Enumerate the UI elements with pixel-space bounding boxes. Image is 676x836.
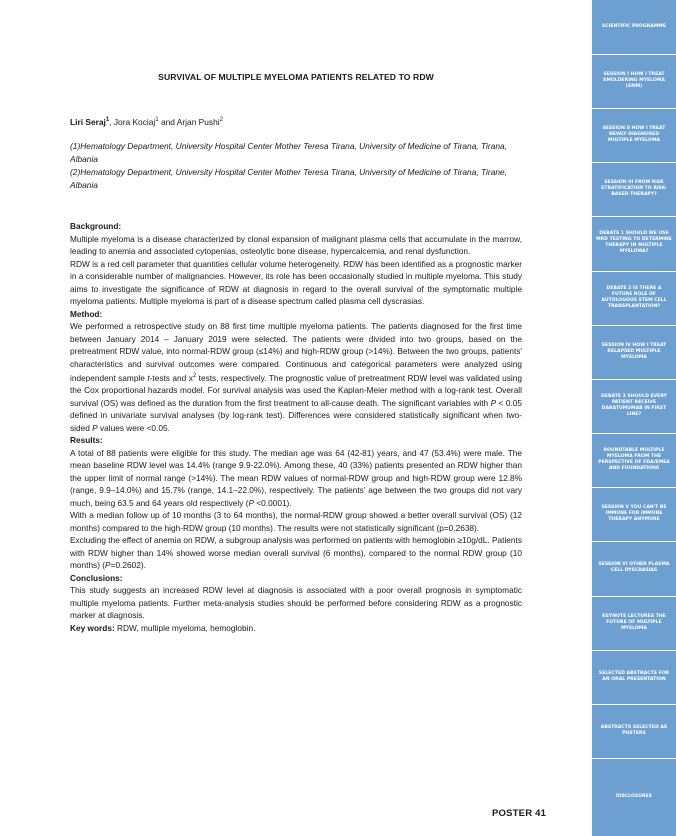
background-paragraph-2: RDW is a red cell parameter that quantities cellular volume heterogeneity. RDW has been identified as a prognostic marker in a considerable number of malignancies. However, its role has been occasionally studied in multiple myeloma. This study aims to investigate the significance of RDW at diagnosis in regard to the overall survival of the symptomatic multiple myeloma patients. Multiple myeloma is part of a disease spectrum called plasma cell dyscrasias. [70,258,522,306]
background-paragraph-1: Multiple myeloma is a disease characterized by clonal expansion of malignant plasma cells that accumulate in the marrow, leading to anemia and associated cytopenias, osteolytic bone disease, hypercalcemia, and renal dysfunction. [70,233,522,256]
sidebar-nav-item[interactable]: SCIENTIFIC PROGRAMME [602,24,666,29]
sidebar-divider [592,433,676,434]
results-paragraph-3: Excluding the effect of anemia on RDW, a subgroup analysis was performed on patients with hemoglobin ≥10g/dL. Patients with RDW higher than 14% showed worse median overall survival (6 months), compared to the normal RDW group (10 months) (P=0.2602). [70,535,522,571]
author-list: Liri Seraj$^1$, Jora Kociaj$^1$ and Arjan Pushi$^2$ [70,117,223,127]
keywords-text: RDW, multiple myeloma, hemoglobin. [114,622,256,633]
keywords-label: Key words: [70,622,115,633]
poster-number: POSTER 41 [492,808,547,819]
sidebar-nav-item[interactable]: ABSTRACTS SELECTED AS POSTERS [600,725,668,736]
affiliations [70,140,522,192]
sidebar-divider [592,704,676,705]
sidebar-nav-item[interactable]: DISCLOSURES [616,794,652,799]
sidebar-nav-item[interactable]: DEBATE 3 SHOULD EVERY PATIENT RECEIVE DARATUMUMAB IN FIRST LINE? [601,394,667,417]
author-name: Arjan Pushi$^2$ [176,117,223,127]
author-name: Jora Kociaj$^1$ [113,117,159,127]
conclusions-heading: Conclusions: [70,572,123,583]
sidebar-divider [592,596,676,597]
method-paragraph: We performed a retrospective study on 88 first time multiple myeloma patients. The patients diagnosed for the first time between January 2014 – January 2019 were selected. The patients were divided into two groups, based on the pretreatment RDW value, into normal-RDW group (≤14%) and high-RDW group (>14%). Between the two groups, patients' characteristics and survival outcomes were compared. Continuous and categorical parameters were analyzed using independent sample t-tests and $x^2$ tests, respectively. The prognostic value of pretreatment RDW level was validated using the Cox proportional hazards model. For survival analysis was used the Kaplan-Meier method with a log-rank test. Overall survival (OS) was defined as the duration from the first treatment to all-cause death. The significant variables with P < 0.05 defined in univariate survival analyses (by log-rank test). Differences were considered statistically significant when two-sided P values were <0.05. [70,321,522,433]
abstract-title: SURVIVAL OF MULTIPLE MYELOMA PATIENTS RELATED TO RDW [158,72,434,82]
sidebar-nav-item[interactable]: KEYNOTE LECTURES THE FUTURE OF MULTIPLE MYELOMA [602,614,666,631]
sidebar-nav-item[interactable]: ROUNDTABLE MULTIPLE MYELOMA FROM THE PERSPECTIVE OF FDA/EMEA AND FOUNDATIONS [598,448,670,471]
author-name: Liri Seraj$^1$ [70,117,110,127]
sidebar-divider [592,54,676,55]
results-paragraph-1: A total of 88 patients were eligible for this study. The median age was 64 (42-81) years, and 47 (53.4%) were male. The mean baseline RDW level was 14.4% (range 9.9-22.0%). Among these, 40 (33%) patients presented an RDW higher than the upper limit of normal range (>14%). The mean RDW values of normal-RDW group and high-RDW group were 12.8% (range, 9.9–14.0%) and 15.7% (range, 14.1–22.0%), respectively. The patients' age between the two groups did not vary much, being 63.5 and 64 years old respectively (P <0.0001). [70,447,522,508]
results-heading: Results: [70,435,103,446]
method-heading: Method: [70,308,103,319]
sidebar-divider [592,758,676,759]
results-paragraph-2: With a median follow up of 10 months (3 to 64 months), the normal-RDW group showed a better overall survival (OS) (12 months) compared to the high-RDW group (10 months). The results were not statistically significant (p=0.2638). [70,510,522,533]
affiliation-2: (2)Hematology Department, University Hospital Center Mother Teresa Tirana, University of Medicine of Tirana, Tirane, Albania [70,167,507,190]
abstract-body [70,220,522,634]
sidebar-divider [592,216,676,217]
sidebar-nav-item[interactable]: DEBATE 2 IS THERE A FUTURE ROLE OF AUTOLOGOUS STEM CELL TRANSPLANTATION? [601,286,667,309]
sidebar-nav-item[interactable]: SESSION I HOW I TREAT SMOLDERING MYELOMA (SMM) [603,72,665,89]
keywords [70,622,522,635]
conclusions-paragraph: This study suggests an increased RDW level at diagnosis is associated with a poor overall prognosis in symptomatic multiple myeloma patients. Further meta-analysis studies should be performed before considering RDW as a prognostic marker at diagnosis. [70,585,522,621]
sidebar-nav-item[interactable]: SESSION III FROM RISK STRATIFICATION TO RISK-BASED THERAPY? [601,180,667,197]
abstract-page [70,0,522,836]
sidebar-nav-item[interactable]: DEBATE 1 SHOULD WE USE MRD TESTING TO DETERMINE THERAPY IN MULTIPLE MYELOMA? [596,231,672,254]
sidebar-divider [592,541,676,542]
sidebar-divider [592,162,676,163]
sidebar-nav-item[interactable]: SESSION II HOW I TREAT NEWLY DIAGNOSED MULTIPLE MYELOMA [602,126,666,143]
sidebar-nav-item[interactable]: SESSION V YOU CAN'T BE IMMUNE FOR IMMUNE THERAPY ANYMORE [601,505,667,522]
sidebar-divider [592,325,676,326]
sidebar-nav-item[interactable]: SESSION IV HOW I TREAT RELAPSED MULTIPLE MYELOMA [601,343,667,360]
sidebar-nav-item[interactable]: SELECTED ABSTRACTS FOR AN ORAL PRESENTATION [598,671,670,682]
sidebar-divider [592,650,676,651]
background-heading: Background: [70,221,122,231]
sidebar-divider [592,108,676,109]
sidebar-nav-item[interactable]: SESSION VI OTHER PLASMA CELL DYSCRASIAS [598,562,670,573]
section-sidebar [592,0,676,836]
sidebar-divider [592,379,676,380]
affiliation-1: (1)Hematology Department, University Hospital Center Mother Teresa Tirana, University of Medicine of Tirana, Tirana, Albania [70,141,507,164]
sidebar-divider [592,487,676,488]
sidebar-divider [592,271,676,272]
